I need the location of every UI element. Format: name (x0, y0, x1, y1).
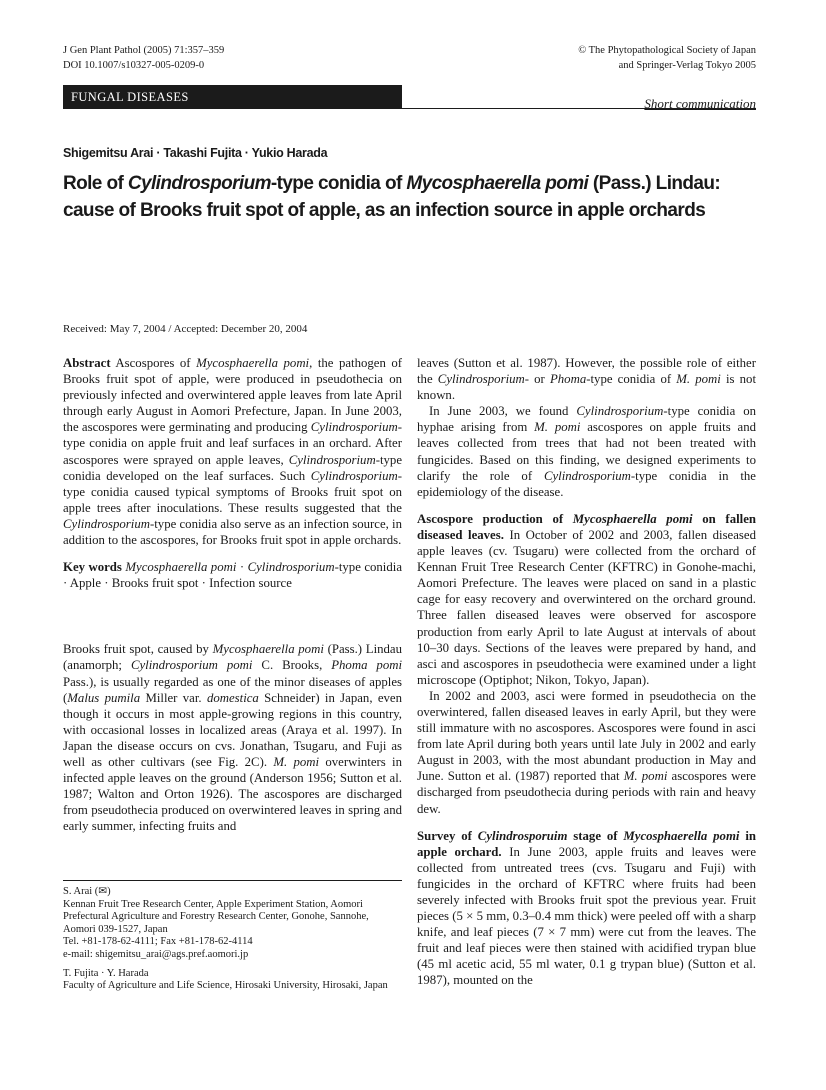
received-dates: Received: May 7, 2004 / Accepted: December 20, 2004 (63, 323, 308, 335)
affiliation-address: Kennan Fruit Tree Research Center, Apple Experiment Station, Aomori Prefectural Agriculture and Forestry Research Center, Gonohe, Sannohe, Aomori 039-1527, Japan (63, 898, 369, 935)
section-paragraph-ascospore: Ascospore production of Mycosphaerella pomi on fallen diseased leaves. In October of 2002 and 2003, fallen diseased apple leaves (cv. Tsugaru) were collected from the orchard of Kennan Fruit Tree Research Center (KFTRC) in Gonohe-machi, Aomori Prefecture. The leaves were placed on sand in a plastic cage for easy recovery and overwintered on the orchard ground. Three fallen diseased leaves were observed for ascospore production from early April to late August at intervals of about 10–30 days. Sections of the leaves were prepared by hand, and asci and ascospores in pseudothecia were examined under a light microscope (Optiphot; Nikon, Tokyo, Japan). (417, 511, 756, 687)
article-type-label: Short communication (644, 96, 756, 111)
body-paragraph: leaves (Sutton et al. 1987). However, the possible role of either the Cylindrosporium- or Phoma-type conidia of M. pomi is not known. (417, 356, 757, 403)
right-column (417, 355, 756, 989)
copyright-notice (578, 43, 756, 73)
author-affiliations (63, 886, 402, 993)
copyright-line-1: © The Phytopathological Society of Japan (578, 45, 756, 56)
copyright-line-2: and Springer-Verlag Tokyo 2005 (618, 60, 756, 71)
section-paragraph-survey: Survey of Cylindrosporuim stage of Mycosphaerella pomi in apple orchard. In June 2003, apple fruits and leaves were collected from untreated trees (cvs. Tsugaru and Fuji) with fungicides in the orchard of KFTRC where fruits had been severely infected with Brooks fruit spot the previous year. Fruit pieces (5 × 5 mm, 0.3–0.4 mm thick) were peeled off with a sharp knife, and leaf pieces (7 × 7 mm) were cut from the leaves. The fruit and leaf pieces were then stained with acidified trypan blue (45 ml acetic acid, 55 ml water, 0.1 g trypan blue) (Sutton et al. 1987), mounted on the (417, 828, 757, 988)
keywords-paragraph: Key words Mycosphaerella pomi · Cylindrosporium-type conidia · Apple · Brooks fruit spot · Infection source (63, 560, 402, 591)
keywords-label: Key words (63, 560, 122, 575)
body-paragraph: In 2002 and 2003, asci were formed in pseudothecia on the overwintered, fallen diseased leaves in early April, but they were still immature with no ascospores. Ascospores were found in asci from late April during both years until late July in 2002 and early August in 2003, with the most abundant production in May and June. Sutton et al. (1987) reported that M. pomi ascospores were discharged from pseudothecia during periods with rain and heavy dew. (417, 688, 756, 816)
section-heading: Ascospore production of Mycosphaerella pomi on fallen diseased leaves. (417, 511, 756, 542)
title-part: (Pass.) Lindau: cause of Brooks fruit spot of apple, as an infection source in apple orchards (63, 173, 721, 221)
contact-email: e-mail: shigemitsu_arai@ags.pref.aomori.jp (63, 948, 249, 960)
section-banner: FUNGAL DISEASES (63, 85, 402, 109)
contact-phone: Tel. +81-178-62-4111; Fax +81-178-62-4114 (63, 936, 253, 948)
left-column (63, 355, 402, 834)
author-list: Shigemitsu Arai · Takashi Fujita · Yukio Harada (63, 146, 328, 160)
journal-citation (63, 43, 224, 73)
section-heading: Survey of Cylindrosporuim stage of Mycosphaerella pomi in apple orchard. (417, 828, 757, 859)
doi-line: DOI 10.1007/s10327-005-0209-0 (63, 60, 205, 71)
article-title (63, 170, 763, 224)
title-part: Mycosphaerella pomi (406, 173, 589, 194)
body-paragraph: In June 2003, we found Cylindrosporium-type conidia on hyphae arising from M. pomi ascospores on apple fruits and leaves collected from trees that had not been treated with fungicides. Based on this finding, we designed experiments to clarify the role of Cylindrosporium-type conidia in the epidemiology of the disease. (417, 404, 757, 499)
intro-paragraph: Brooks fruit spot, caused by Mycosphaerella pomi (Pass.) Lindau (anamorph; Cylindrosporium pomi C. Brooks, Phoma pomi Pass.), is usually regarded as one of the minor diseases of apples (Malus pumila Miller var. domestica Schneider) in Japan, even though it occurs in most apple-growing regions in this country, with occasional losses in localized areas (Araya et al. 1997). In Japan the disease occurs on cvs. Jonathan, Tsugaru, and Fuji as well as other cultivars (see Fig. 2C). M. pomi overwinters in infected apple leaves on the ground (Anderson 1956; Sutton et al. 1987; Walton and Orton 1926). The ascospores are discharged from pseudothecia produced on overwintered leaves in spring and early summer, infecting fruits and (63, 642, 403, 834)
title-part: -type conidia of (270, 173, 407, 194)
coauthor-affiliation: Faculty of Agriculture and Life Science, Hirosaki University, Hirosaki, Japan (63, 980, 388, 992)
abstract-paragraph: Abstract Ascospores of Mycosphaerella pomi, the pathogen of Brooks fruit spot of apple, were produced in pseudothecia on previously infected and overwintered apple leaves from late April through early August in Aomori Prefecture, Japan. In June 2003, the ascospores were germinating and producing Cylindrosporium-type conidia on apple fruit and leaf surfaces in an orchard. After ascospores were sprayed on apple leaves, Cylindrosporium-type conidia developed on the leaf surfaces. Such Cylindrosporium-type conidia caused typical symptoms of Brooks fruit spot on apple trees after inoculations. These results suggested that the Cylindrosporium-type conidia also serve as an infection source, in addition to the ascospores, for Brooks fruit spot in apple orchards. (63, 356, 403, 548)
abstract-label: Abstract (63, 356, 111, 370)
journal-volume-line: J Gen Plant Pathol (2005) 71:357–359 (63, 45, 225, 56)
corresponding-author: S. Arai (✉) (63, 886, 111, 897)
title-part: Cylindrosporium (127, 173, 271, 194)
footnote-rule (63, 880, 402, 881)
coauthors: T. Fujita · Y. Harada (63, 967, 149, 979)
title-part: Role of (63, 173, 128, 194)
